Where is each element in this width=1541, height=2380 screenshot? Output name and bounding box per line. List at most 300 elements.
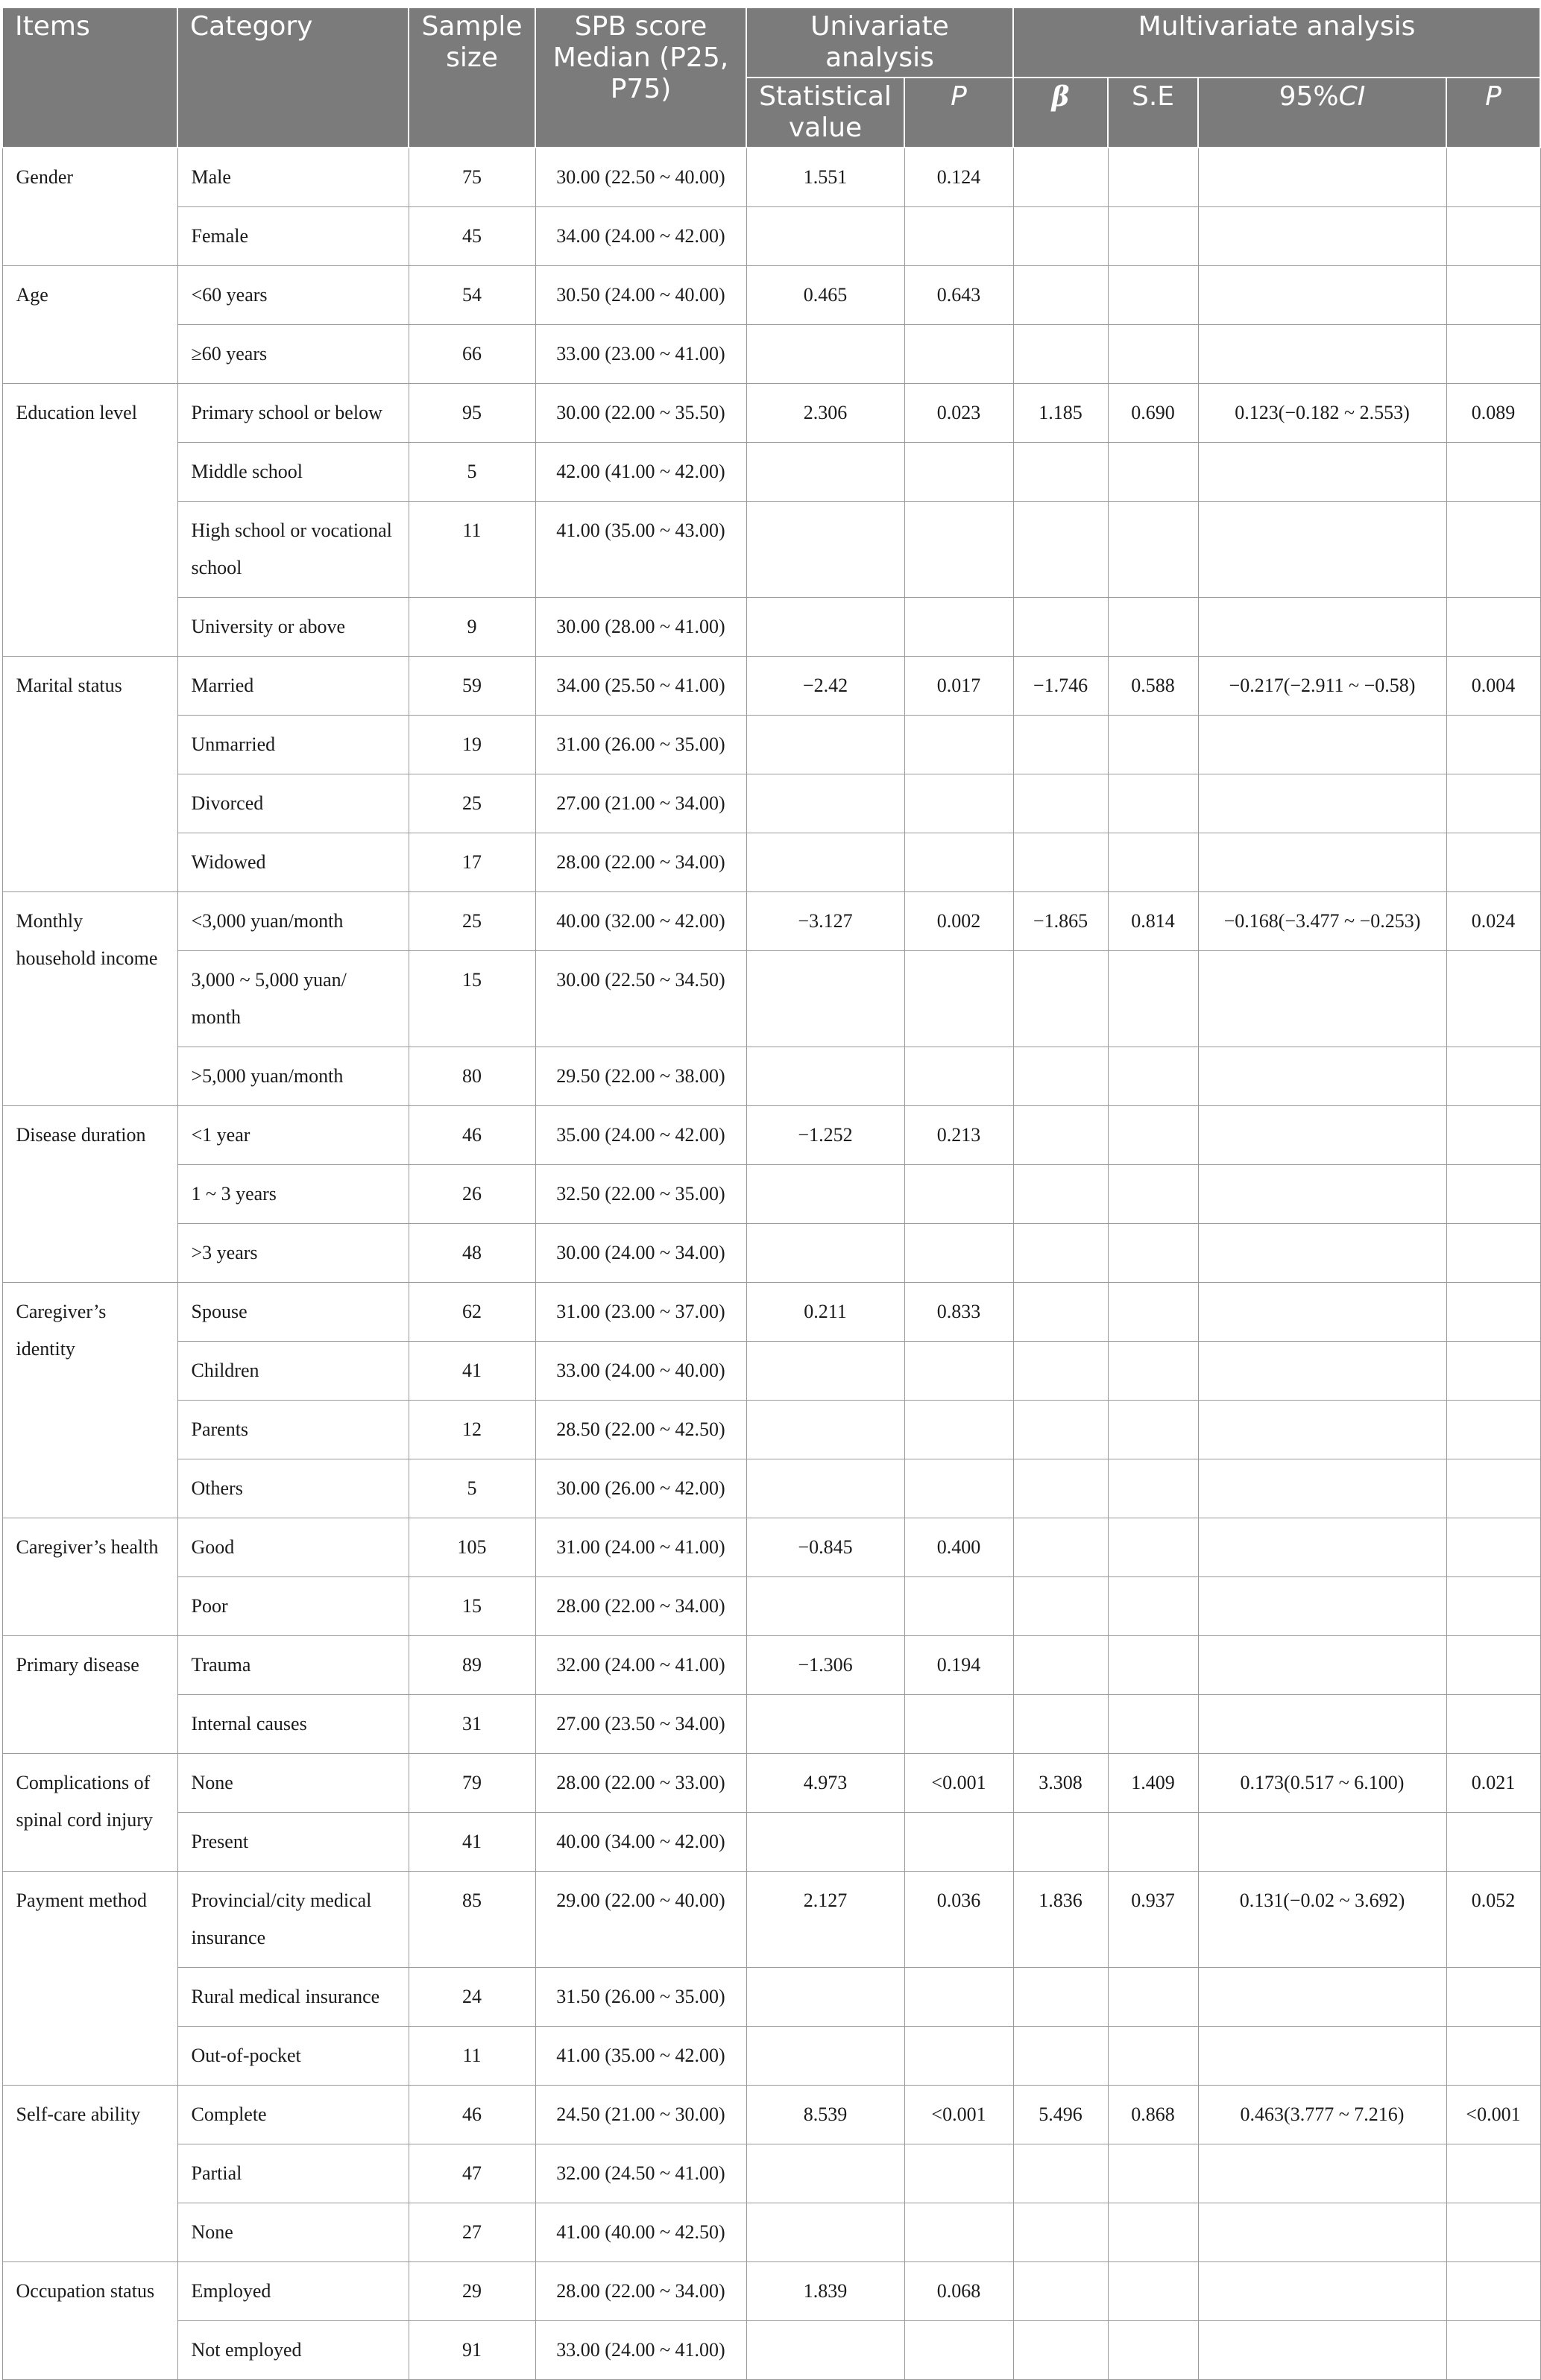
sample-size-cell: 45 bbox=[409, 207, 535, 266]
beta-cell bbox=[1013, 148, 1108, 207]
header-spb-score: SPB score Median (P25, P75) bbox=[535, 7, 746, 148]
beta-cell bbox=[1013, 2203, 1108, 2262]
category-cell: None bbox=[177, 1754, 409, 1813]
se-cell bbox=[1108, 1401, 1198, 1459]
multivariate-p-cell: <0.001 bbox=[1446, 2086, 1540, 2144]
multivariate-p-cell bbox=[1446, 1813, 1540, 1872]
beta-cell: 1.836 bbox=[1013, 1872, 1108, 1968]
ci-cell bbox=[1198, 1047, 1446, 1106]
statistical-value-cell bbox=[746, 1165, 904, 1224]
se-cell bbox=[1108, 1577, 1198, 1636]
se-cell bbox=[1108, 443, 1198, 502]
category-cell: Divorced bbox=[177, 774, 409, 833]
statistical-value-cell bbox=[746, 1459, 904, 1518]
spb-median-cell: 29.00 (22.00 ~ 40.00) bbox=[535, 1872, 746, 1968]
spb-median-cell: 32.50 (22.00 ~ 35.00) bbox=[535, 1165, 746, 1224]
table-row bbox=[2, 325, 1540, 384]
beta-cell bbox=[1013, 716, 1108, 774]
sample-size-cell: 24 bbox=[409, 1968, 535, 2027]
sample-size-cell: 91 bbox=[409, 2321, 535, 2380]
category-cell: Provincial/city medical insurance bbox=[177, 1872, 409, 1968]
se-cell bbox=[1108, 1459, 1198, 1518]
sample-size-cell: 31 bbox=[409, 1695, 535, 1754]
sample-size-cell: 11 bbox=[409, 502, 535, 598]
spb-median-cell: 28.00 (22.00 ~ 34.00) bbox=[535, 1577, 746, 1636]
item-cell: Complications of spinal cord injury bbox=[2, 1754, 177, 1872]
multivariate-p-cell bbox=[1446, 2144, 1540, 2203]
table-row bbox=[2, 2321, 1540, 2380]
statistical-value-cell bbox=[746, 443, 904, 502]
spb-median-cell: 33.00 (24.00 ~ 41.00) bbox=[535, 2321, 746, 2380]
ci-cell bbox=[1198, 1224, 1446, 1283]
sample-size-cell: 19 bbox=[409, 716, 535, 774]
table-row bbox=[2, 716, 1540, 774]
statistical-value-cell bbox=[746, 1577, 904, 1636]
beta-cell bbox=[1013, 1342, 1108, 1401]
univariate-p-cell bbox=[904, 2027, 1013, 2086]
se-cell bbox=[1108, 1283, 1198, 1342]
univariate-p-cell bbox=[904, 833, 1013, 892]
spb-median-cell: 28.00 (22.00 ~ 33.00) bbox=[535, 1754, 746, 1813]
spb-median-cell: 30.00 (26.00 ~ 42.00) bbox=[535, 1459, 746, 1518]
header-items: Items bbox=[2, 7, 177, 148]
beta-cell bbox=[1013, 1577, 1108, 1636]
sample-size-cell: 46 bbox=[409, 2086, 535, 2144]
spb-median-cell: 30.00 (22.50 ~ 34.50) bbox=[535, 951, 746, 1047]
se-cell bbox=[1108, 207, 1198, 266]
table-row bbox=[2, 502, 1540, 598]
item-cell: Self-care ability bbox=[2, 2086, 177, 2262]
header-univariate: Univariate analysis bbox=[746, 7, 1013, 78]
sample-size-cell: 41 bbox=[409, 1813, 535, 1872]
beta-cell bbox=[1013, 2144, 1108, 2203]
sample-size-cell: 95 bbox=[409, 384, 535, 443]
table-row bbox=[2, 1047, 1540, 1106]
sample-size-cell: 47 bbox=[409, 2144, 535, 2203]
table-row bbox=[2, 951, 1540, 1047]
statistical-value-cell bbox=[746, 2144, 904, 2203]
statistical-value-cell bbox=[746, 2027, 904, 2086]
statistical-value-cell bbox=[746, 716, 904, 774]
spb-median-cell: 31.50 (26.00 ~ 35.00) bbox=[535, 1968, 746, 2027]
table-row bbox=[2, 1342, 1540, 1401]
beta-cell bbox=[1013, 207, 1108, 266]
ci-cell bbox=[1198, 833, 1446, 892]
ci-cell bbox=[1198, 2144, 1446, 2203]
ci-cell bbox=[1198, 598, 1446, 657]
spb-median-cell: 27.00 (23.50 ~ 34.00) bbox=[535, 1695, 746, 1754]
sample-size-cell: 29 bbox=[409, 2262, 535, 2321]
spb-median-cell: 32.00 (24.50 ~ 41.00) bbox=[535, 2144, 746, 2203]
beta-cell bbox=[1013, 1283, 1108, 1342]
category-cell: Not employed bbox=[177, 2321, 409, 2380]
spb-median-cell: 30.00 (22.00 ~ 35.50) bbox=[535, 384, 746, 443]
se-cell bbox=[1108, 833, 1198, 892]
ci-cell bbox=[1198, 266, 1446, 325]
multivariate-p-cell bbox=[1446, 951, 1540, 1047]
category-cell: Poor bbox=[177, 1577, 409, 1636]
spb-median-cell: 40.00 (32.00 ~ 42.00) bbox=[535, 892, 746, 951]
se-cell bbox=[1108, 951, 1198, 1047]
sample-size-cell: 5 bbox=[409, 1459, 535, 1518]
spb-median-cell: 31.00 (23.00 ~ 37.00) bbox=[535, 1283, 746, 1342]
multivariate-p-cell bbox=[1446, 1165, 1540, 1224]
spb-median-cell: 31.00 (26.00 ~ 35.00) bbox=[535, 716, 746, 774]
ci-cell bbox=[1198, 325, 1446, 384]
statistical-value-cell bbox=[746, 1401, 904, 1459]
multivariate-p-cell bbox=[1446, 325, 1540, 384]
univariate-p-cell bbox=[904, 443, 1013, 502]
beta-cell bbox=[1013, 774, 1108, 833]
table-row bbox=[2, 148, 1540, 207]
category-cell: Good bbox=[177, 1518, 409, 1577]
ci-cell bbox=[1198, 207, 1446, 266]
statistical-value-cell: 8.539 bbox=[746, 2086, 904, 2144]
univariate-p-cell: 0.400 bbox=[904, 1518, 1013, 1577]
beta-cell: −1.865 bbox=[1013, 892, 1108, 951]
item-cell: Payment method bbox=[2, 1872, 177, 2086]
sample-size-cell: 11 bbox=[409, 2027, 535, 2086]
beta-cell: 1.185 bbox=[1013, 384, 1108, 443]
beta-cell bbox=[1013, 2321, 1108, 2380]
se-cell bbox=[1108, 1165, 1198, 1224]
univariate-p-cell bbox=[904, 1165, 1013, 1224]
ci-cell bbox=[1198, 774, 1446, 833]
item-cell: Caregiver’s identity bbox=[2, 1283, 177, 1518]
category-cell: 1 ~ 3 years bbox=[177, 1165, 409, 1224]
multivariate-p-cell bbox=[1446, 2027, 1540, 2086]
category-cell: Out-of-pocket bbox=[177, 2027, 409, 2086]
category-cell: Internal causes bbox=[177, 1695, 409, 1754]
table-row bbox=[2, 1283, 1540, 1342]
ci-cell bbox=[1198, 148, 1446, 207]
sample-size-cell: 9 bbox=[409, 598, 535, 657]
sample-size-cell: 80 bbox=[409, 1047, 535, 1106]
table-row bbox=[2, 833, 1540, 892]
ci-cell bbox=[1198, 1283, 1446, 1342]
ci-cell bbox=[1198, 1342, 1446, 1401]
se-cell bbox=[1108, 598, 1198, 657]
sample-size-cell: 15 bbox=[409, 1577, 535, 1636]
spb-median-cell: 32.00 (24.00 ~ 41.00) bbox=[535, 1636, 746, 1695]
se-cell bbox=[1108, 774, 1198, 833]
item-cell: Caregiver’s health bbox=[2, 1518, 177, 1636]
se-cell bbox=[1108, 1342, 1198, 1401]
sample-size-cell: 26 bbox=[409, 1165, 535, 1224]
beta-cell bbox=[1013, 2262, 1108, 2321]
sample-size-cell: 85 bbox=[409, 1872, 535, 1968]
multivariate-p-cell: 0.024 bbox=[1446, 892, 1540, 951]
sample-size-cell: 15 bbox=[409, 951, 535, 1047]
category-cell: Unmarried bbox=[177, 716, 409, 774]
spb-median-cell: 28.50 (22.00 ~ 42.50) bbox=[535, 1401, 746, 1459]
ci-cell bbox=[1198, 1813, 1446, 1872]
multivariate-p-cell bbox=[1446, 443, 1540, 502]
table-row bbox=[2, 2262, 1540, 2321]
item-cell: Education level bbox=[2, 384, 177, 657]
spb-median-cell: 33.00 (24.00 ~ 40.00) bbox=[535, 1342, 746, 1401]
table-row bbox=[2, 1813, 1540, 1872]
se-cell: 1.409 bbox=[1108, 1754, 1198, 1813]
sample-size-cell: 27 bbox=[409, 2203, 535, 2262]
header-ci: 95%CI bbox=[1198, 78, 1446, 148]
statistical-value-cell bbox=[746, 951, 904, 1047]
ci-cell bbox=[1198, 1165, 1446, 1224]
univariate-p-cell bbox=[904, 1459, 1013, 1518]
spb-median-cell: 33.00 (23.00 ~ 41.00) bbox=[535, 325, 746, 384]
multivariate-p-cell bbox=[1446, 598, 1540, 657]
univariate-p-cell bbox=[904, 1577, 1013, 1636]
multivariate-p-cell bbox=[1446, 502, 1540, 598]
multivariate-p-cell bbox=[1446, 1518, 1540, 1577]
statistical-value-cell: 4.973 bbox=[746, 1754, 904, 1813]
category-cell: >3 years bbox=[177, 1224, 409, 1283]
table-row bbox=[2, 2086, 1540, 2144]
se-cell: 0.690 bbox=[1108, 384, 1198, 443]
beta-cell bbox=[1013, 1047, 1108, 1106]
beta-cell: 5.496 bbox=[1013, 2086, 1108, 2144]
category-cell: None bbox=[177, 2203, 409, 2262]
beta-cell bbox=[1013, 443, 1108, 502]
statistical-value-cell bbox=[746, 1224, 904, 1283]
beta-cell bbox=[1013, 1459, 1108, 1518]
multivariate-p-cell: 0.089 bbox=[1446, 384, 1540, 443]
ci-cell bbox=[1198, 1106, 1446, 1165]
multivariate-p-cell bbox=[1446, 1401, 1540, 1459]
ci-cell bbox=[1198, 1577, 1446, 1636]
spb-median-cell: 35.00 (24.00 ~ 42.00) bbox=[535, 1106, 746, 1165]
sample-size-cell: 12 bbox=[409, 1401, 535, 1459]
se-cell bbox=[1108, 1636, 1198, 1695]
statistical-value-cell: −0.845 bbox=[746, 1518, 904, 1577]
statistical-value-cell: 0.465 bbox=[746, 266, 904, 325]
ci-cell bbox=[1198, 1518, 1446, 1577]
header-univariate-p: P bbox=[904, 78, 1013, 148]
multivariate-p-cell bbox=[1446, 2321, 1540, 2380]
se-cell bbox=[1108, 1047, 1198, 1106]
beta-cell bbox=[1013, 1224, 1108, 1283]
multivariate-p-cell bbox=[1446, 1695, 1540, 1754]
statistical-value-cell bbox=[746, 1813, 904, 1872]
beta-cell bbox=[1013, 1518, 1108, 1577]
category-cell: <60 years bbox=[177, 266, 409, 325]
table-row bbox=[2, 892, 1540, 951]
category-cell: Middle school bbox=[177, 443, 409, 502]
univariate-p-cell bbox=[904, 598, 1013, 657]
beta-cell bbox=[1013, 1695, 1108, 1754]
category-cell: >5,000 yuan/month bbox=[177, 1047, 409, 1106]
ci-cell: −0.168(−3.477 ~ −0.253) bbox=[1198, 892, 1446, 951]
spb-median-cell: 30.00 (22.50 ~ 40.00) bbox=[535, 148, 746, 207]
statistical-value-cell bbox=[746, 1342, 904, 1401]
univariate-p-cell bbox=[904, 2144, 1013, 2203]
statistical-value-cell bbox=[746, 833, 904, 892]
univariate-p-cell: 0.017 bbox=[904, 657, 1013, 716]
beta-cell bbox=[1013, 266, 1108, 325]
spb-median-cell: 40.00 (34.00 ~ 42.00) bbox=[535, 1813, 746, 1872]
beta-cell bbox=[1013, 1401, 1108, 1459]
multivariate-p-cell bbox=[1446, 1283, 1540, 1342]
statistical-value-cell: 2.306 bbox=[746, 384, 904, 443]
univariate-p-cell: 0.643 bbox=[904, 266, 1013, 325]
univariate-p-cell bbox=[904, 1342, 1013, 1401]
beta-cell bbox=[1013, 2027, 1108, 2086]
statistical-value-cell: −3.127 bbox=[746, 892, 904, 951]
category-cell: Male bbox=[177, 148, 409, 207]
sample-size-cell: 59 bbox=[409, 657, 535, 716]
category-cell: Children bbox=[177, 1342, 409, 1401]
sample-size-cell: 5 bbox=[409, 443, 535, 502]
multivariate-p-cell bbox=[1446, 1577, 1540, 1636]
table-row bbox=[2, 443, 1540, 502]
spb-median-cell: 31.00 (24.00 ~ 41.00) bbox=[535, 1518, 746, 1577]
univariate-p-cell: 0.124 bbox=[904, 148, 1013, 207]
category-cell: Present bbox=[177, 1813, 409, 1872]
se-cell bbox=[1108, 148, 1198, 207]
se-cell bbox=[1108, 1813, 1198, 1872]
univariate-p-cell bbox=[904, 207, 1013, 266]
univariate-p-cell bbox=[904, 951, 1013, 1047]
se-cell bbox=[1108, 502, 1198, 598]
univariate-p-cell bbox=[904, 2321, 1013, 2380]
table-row bbox=[2, 1106, 1540, 1165]
se-cell bbox=[1108, 2203, 1198, 2262]
univariate-p-cell bbox=[904, 774, 1013, 833]
ci-cell bbox=[1198, 1636, 1446, 1695]
multivariate-p-cell bbox=[1446, 1224, 1540, 1283]
statistical-value-cell bbox=[746, 207, 904, 266]
se-cell bbox=[1108, 2144, 1198, 2203]
sample-size-cell: 25 bbox=[409, 774, 535, 833]
se-cell: 0.868 bbox=[1108, 2086, 1198, 2144]
univariate-p-cell bbox=[904, 1813, 1013, 1872]
multivariate-p-cell bbox=[1446, 774, 1540, 833]
univariate-p-cell bbox=[904, 1695, 1013, 1754]
univariate-p-cell: <0.001 bbox=[904, 2086, 1013, 2144]
item-cell: Occupation status bbox=[2, 2262, 177, 2380]
ci-cell bbox=[1198, 716, 1446, 774]
category-cell: Trauma bbox=[177, 1636, 409, 1695]
table-row bbox=[2, 384, 1540, 443]
category-cell: Others bbox=[177, 1459, 409, 1518]
ci-cell bbox=[1198, 2027, 1446, 2086]
spb-median-cell: 42.00 (41.00 ~ 42.00) bbox=[535, 443, 746, 502]
ci-cell bbox=[1198, 2262, 1446, 2321]
se-cell: 0.588 bbox=[1108, 657, 1198, 716]
univariate-p-cell bbox=[904, 716, 1013, 774]
category-cell: Primary school or below bbox=[177, 384, 409, 443]
se-cell bbox=[1108, 1224, 1198, 1283]
univariate-p-cell bbox=[904, 1224, 1013, 1283]
univariate-p-cell: 0.833 bbox=[904, 1283, 1013, 1342]
category-cell: <1 year bbox=[177, 1106, 409, 1165]
multivariate-p-cell bbox=[1446, 2262, 1540, 2321]
header-category: Category bbox=[177, 7, 409, 148]
multivariate-p-cell bbox=[1446, 716, 1540, 774]
multivariate-p-cell: 0.021 bbox=[1446, 1754, 1540, 1813]
univariate-p-cell: 0.213 bbox=[904, 1106, 1013, 1165]
sample-size-cell: 105 bbox=[409, 1518, 535, 1577]
category-cell: High school or vocational school bbox=[177, 502, 409, 598]
table-row bbox=[2, 1872, 1540, 1968]
statistical-value-cell: −1.252 bbox=[746, 1106, 904, 1165]
se-cell bbox=[1108, 2321, 1198, 2380]
statistical-value-cell: 0.211 bbox=[746, 1283, 904, 1342]
se-cell bbox=[1108, 2027, 1198, 2086]
statistical-value-cell bbox=[746, 598, 904, 657]
multivariate-p-cell bbox=[1446, 207, 1540, 266]
table-row bbox=[2, 1224, 1540, 1283]
item-cell: Gender bbox=[2, 148, 177, 266]
statistical-value-cell bbox=[746, 1047, 904, 1106]
se-cell bbox=[1108, 2262, 1198, 2321]
multivariate-p-cell bbox=[1446, 1047, 1540, 1106]
univariate-p-cell: <0.001 bbox=[904, 1754, 1013, 1813]
multivariate-p-cell bbox=[1446, 1342, 1540, 1401]
se-cell bbox=[1108, 266, 1198, 325]
univariate-p-cell bbox=[904, 325, 1013, 384]
header-multivariate: Multivariate analysis bbox=[1013, 7, 1540, 78]
spb-median-cell: 28.00 (22.00 ~ 34.00) bbox=[535, 833, 746, 892]
beta-cell: 3.308 bbox=[1013, 1754, 1108, 1813]
spb-median-cell: 27.00 (21.00 ~ 34.00) bbox=[535, 774, 746, 833]
statistical-value-cell: −2.42 bbox=[746, 657, 904, 716]
ci-cell: 0.463(3.777 ~ 7.216) bbox=[1198, 2086, 1446, 2144]
table-row bbox=[2, 2203, 1540, 2262]
multivariate-p-cell bbox=[1446, 833, 1540, 892]
table-body bbox=[2, 148, 1540, 2380]
beta-cell bbox=[1013, 502, 1108, 598]
sample-size-cell: 62 bbox=[409, 1283, 535, 1342]
statistical-value-cell bbox=[746, 2203, 904, 2262]
ci-cell bbox=[1198, 1695, 1446, 1754]
univariate-p-cell bbox=[904, 2203, 1013, 2262]
table-row bbox=[2, 1401, 1540, 1459]
category-cell: 3,000 ~ 5,000 yuan/ month bbox=[177, 951, 409, 1047]
se-cell bbox=[1108, 716, 1198, 774]
ci-cell: 0.123(−0.182 ~ 2.553) bbox=[1198, 384, 1446, 443]
statistical-value-cell: 1.839 bbox=[746, 2262, 904, 2321]
ci-cell: −0.217(−2.911 ~ −0.58) bbox=[1198, 657, 1446, 716]
spb-median-cell: 29.50 (22.00 ~ 38.00) bbox=[535, 1047, 746, 1106]
spb-median-cell: 28.00 (22.00 ~ 34.00) bbox=[535, 2262, 746, 2321]
category-cell: <3,000 yuan/month bbox=[177, 892, 409, 951]
category-cell: Complete bbox=[177, 2086, 409, 2144]
univariate-p-cell bbox=[904, 1401, 1013, 1459]
ci-cell: 0.173(0.517 ~ 6.100) bbox=[1198, 1754, 1446, 1813]
sample-size-cell: 46 bbox=[409, 1106, 535, 1165]
header-multivariate-p: P bbox=[1446, 78, 1540, 148]
sample-size-cell: 66 bbox=[409, 325, 535, 384]
statistical-value-cell: 2.127 bbox=[746, 1872, 904, 1968]
ci-cell bbox=[1198, 502, 1446, 598]
table-header bbox=[2, 7, 1540, 148]
beta-cell bbox=[1013, 1106, 1108, 1165]
header-se: S.E bbox=[1108, 78, 1198, 148]
category-cell: Spouse bbox=[177, 1283, 409, 1342]
ci-cell bbox=[1198, 2321, 1446, 2380]
statistical-value-cell: 1.551 bbox=[746, 148, 904, 207]
univariate-p-cell bbox=[904, 502, 1013, 598]
spb-median-cell: 41.00 (35.00 ~ 42.00) bbox=[535, 2027, 746, 2086]
sample-size-cell: 25 bbox=[409, 892, 535, 951]
beta-cell: −1.746 bbox=[1013, 657, 1108, 716]
table-row bbox=[2, 266, 1540, 325]
table-row bbox=[2, 2027, 1540, 2086]
se-cell: 0.814 bbox=[1108, 892, 1198, 951]
category-cell: Married bbox=[177, 657, 409, 716]
univariate-p-cell: 0.194 bbox=[904, 1636, 1013, 1695]
